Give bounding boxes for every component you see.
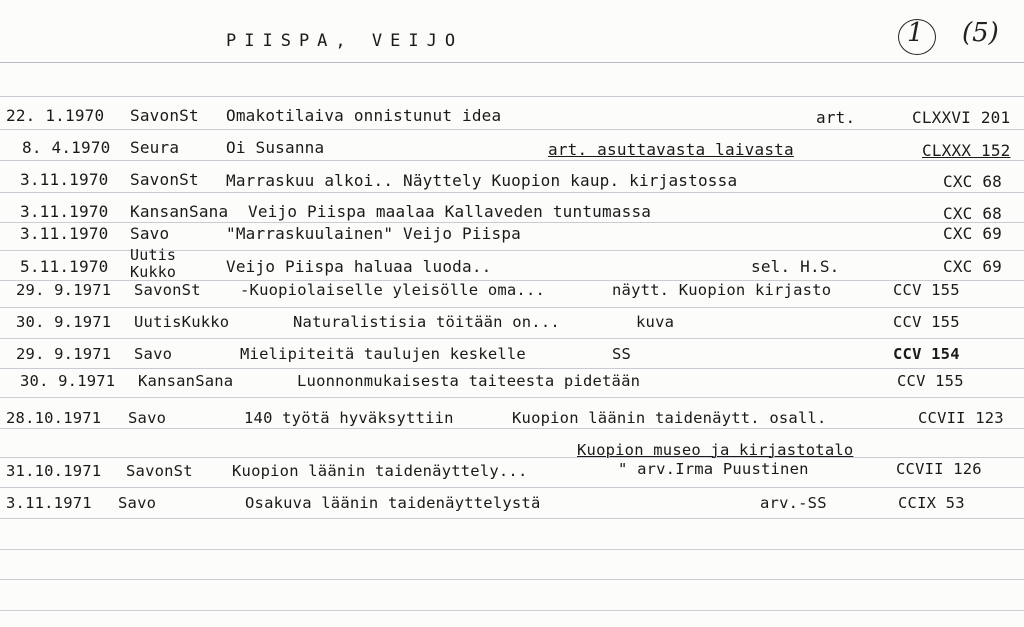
entry-date: 3.11.1971 bbox=[6, 494, 92, 512]
entry-title: Naturalistisia töitään on... bbox=[293, 313, 560, 331]
entry-note: art. asuttavasta laivasta bbox=[548, 140, 794, 159]
entry-source: Savo bbox=[130, 224, 170, 243]
rule-line bbox=[0, 192, 1024, 193]
rule-line bbox=[0, 610, 1024, 611]
entry-title: Oi Susanna bbox=[226, 138, 325, 157]
rule-line bbox=[0, 96, 1024, 97]
rule-line bbox=[0, 368, 1024, 369]
rule-line bbox=[0, 549, 1024, 550]
entry-note: arv.-SS bbox=[760, 494, 827, 512]
rule-line bbox=[0, 397, 1024, 398]
entry-ref: CCIX 53 bbox=[898, 494, 965, 512]
entry-date: 28.10.1971 bbox=[6, 409, 102, 427]
entry-date: 30. 9.1971 bbox=[16, 313, 112, 331]
entry-source: SavonSt bbox=[134, 281, 201, 299]
entry-source: UutisKukko bbox=[134, 313, 230, 331]
entry-source: KansanSana bbox=[130, 202, 229, 221]
rule-line bbox=[0, 160, 1024, 161]
entry-title: Veijo Piispa haluaa luoda.. bbox=[226, 257, 492, 276]
card-number: 1 bbox=[907, 18, 924, 48]
entry-ref: CXC 69 bbox=[943, 224, 1002, 243]
entry-ref: CCV 155 bbox=[893, 281, 960, 299]
entry-date: 22. 1.1970 bbox=[6, 106, 105, 125]
card-total: (5) bbox=[962, 18, 999, 48]
rule-line bbox=[0, 222, 1024, 223]
entry-source: KansanSana bbox=[138, 372, 234, 390]
entry-title: Kuopion läänin taidenäyttely... bbox=[232, 462, 528, 480]
rule-line bbox=[0, 62, 1024, 63]
entry-note: kuva bbox=[636, 313, 675, 331]
entry-date: 3.11.1970 bbox=[20, 202, 109, 221]
entry-date: 5.11.1970 bbox=[20, 257, 109, 276]
entry-ref: CCV 155 bbox=[897, 372, 964, 390]
entry-title: Osakuva läänin taidenäyttelystä bbox=[245, 494, 541, 512]
entry-note: " arv.Irma Puustinen bbox=[618, 460, 809, 478]
rule-line bbox=[0, 307, 1024, 308]
entry-source: SavonSt bbox=[126, 462, 193, 480]
entry-title: -Kuopiolaiselle yleisölle oma... bbox=[240, 281, 546, 299]
entry-source: Savo bbox=[134, 345, 173, 363]
entry-ref: CLXXX 152 bbox=[922, 141, 1011, 160]
entry-date: 3.11.1970 bbox=[20, 224, 109, 243]
entry-source: Savo bbox=[118, 494, 157, 512]
entry-title: Luonnonmukaisesta taiteesta pidetään bbox=[297, 372, 641, 390]
entry-ref: CCVII 123 bbox=[918, 409, 1004, 427]
entry-title: 140 työtä hyväksyttiin bbox=[244, 409, 454, 427]
entry-note: sel. H.S. bbox=[751, 257, 840, 276]
entry-ref: CCV 155 bbox=[893, 313, 960, 331]
entry-ref: CLXXVI 201 bbox=[912, 108, 1011, 127]
rule-line bbox=[0, 338, 1024, 339]
entry-title: Omakotilaiva onnistunut idea bbox=[226, 106, 502, 125]
entry-date: 8. 4.1970 bbox=[22, 138, 111, 157]
rule-line bbox=[0, 457, 1024, 458]
entry-note: SS bbox=[612, 345, 632, 363]
entry-source: Uutis Kukko bbox=[130, 246, 177, 281]
entry-note: Kuopion läänin taidenäytt. osall. bbox=[512, 409, 827, 427]
entry-source: Seura bbox=[130, 138, 180, 157]
entry-source: SavonSt bbox=[130, 106, 199, 125]
entry-title: Marraskuu alkoi.. Näyttely Kuopion kaup. kirjastossa bbox=[226, 171, 738, 190]
rule-line bbox=[0, 518, 1024, 519]
entry-title: "Marraskuulainen" Veijo Piispa bbox=[226, 224, 521, 243]
entry-ref: CCVII 126 bbox=[896, 460, 982, 478]
entry-note: art. bbox=[816, 108, 856, 127]
entry-ref: CCV 154 bbox=[893, 345, 960, 363]
entry-date: 31.10.1971 bbox=[6, 462, 102, 480]
entry-note-above: Kuopion museo ja kirjastotalo bbox=[577, 441, 854, 459]
entry-ref: CXC 68 bbox=[943, 172, 1002, 191]
entry-ref: CXC 69 bbox=[943, 257, 1002, 276]
entry-date: 29. 9.1971 bbox=[16, 281, 112, 299]
entry-source: SavonSt bbox=[130, 170, 199, 189]
rule-line bbox=[0, 129, 1024, 130]
entry-source: Savo bbox=[128, 409, 167, 427]
entry-date: 3.11.1970 bbox=[20, 170, 109, 189]
rule-line bbox=[0, 487, 1024, 488]
entry-title: Veijo Piispa maalaa Kallaveden tuntumassa bbox=[248, 202, 652, 221]
card-title: PIISPA, VEIJO bbox=[226, 31, 464, 51]
entry-title: Mielipiteitä taulujen keskelle bbox=[240, 345, 526, 363]
entry-ref: CXC 68 bbox=[943, 204, 1002, 223]
entry-note: näytt. Kuopion kirjasto bbox=[612, 281, 832, 299]
entry-date: 30. 9.1971 bbox=[20, 372, 116, 390]
rule-line bbox=[0, 579, 1024, 580]
entry-date: 29. 9.1971 bbox=[16, 345, 112, 363]
rule-line bbox=[0, 428, 1024, 429]
